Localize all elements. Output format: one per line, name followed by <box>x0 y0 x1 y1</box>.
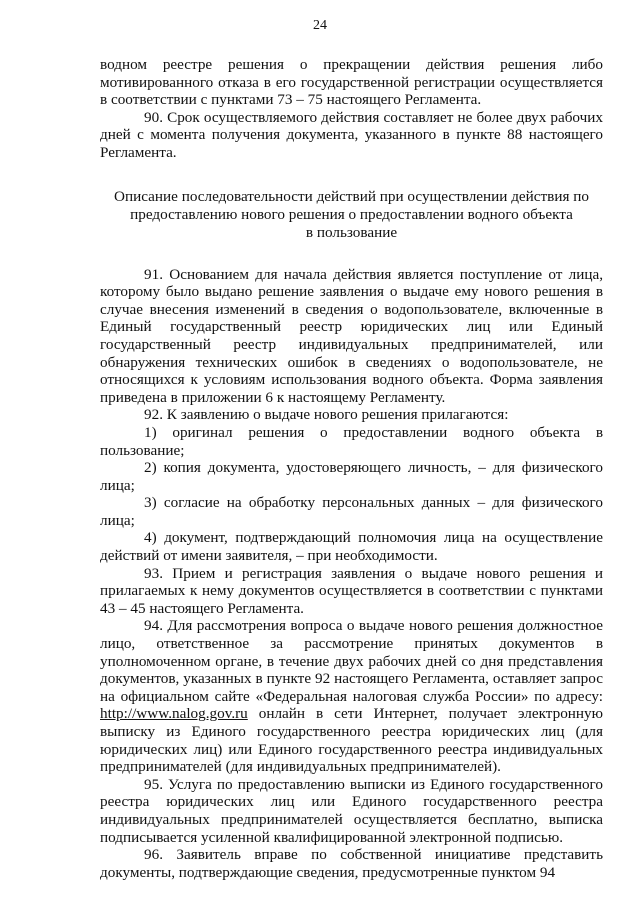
nalog-link[interactable]: http://www.nalog.gov.ru <box>100 705 248 723</box>
paragraph-94-text-after: онлайн в сети Интернет, получает электронную выписку из Единого государственного реестра юридических лиц (для юридических лиц) или Единого государственного реестра индивидуальных предпринимателей (для индивидуальных предпринимателей). <box>100 705 603 776</box>
paragraph-91: 91. Основанием для начала действия является поступление от лица, которому было выдано решение заявления о выдаче ему нового решения в случае внесения изменений в сведения о водопользователе, включенные в Единый государственный реестр юридических лиц или Единый государственный реестр индивидуальных предпринимателей, или обнаружения технических ошибок в сведениях о водопользователе, не относящихся к условиям использования водного объекта. Форма заявления приведена в приложении 6 к настоящему Регламенту. <box>100 265 603 406</box>
section-heading-line-2: предоставлению нового решения о предоставлении водного объекта <box>130 205 573 223</box>
paragraph-continuation: водном реестре решения о прекращении действия решения либо мотивированного отказа в его государственной регистрации осуществляется в соответствии с пунктами 73 – 75 настоящего Регламента. <box>100 56 603 109</box>
paragraph-96: 96. Заявитель вправе по собственной инициативе представить документы, подтверждающие сведения, предусмотренные пунктом 94 <box>100 846 603 881</box>
paragraph-94-text-before: 94. Для рассмотрения вопроса о выдаче нового решения должностное лицо, ответственное за рассмотрение принятых документов в уполномоченном органе, в течение двух рабочих дней со дня представления документов, указанных в пункте 92 настоящего Регламента, оставляет запрос на официальном сайте «Федеральная налоговая служба России» по адресу: <box>100 617 603 705</box>
section-heading-line-1: Описание последовательности действий при осуществлении действия по <box>114 187 589 205</box>
document-body <box>100 56 603 881</box>
paragraph-93: 93. Прием и регистрация заявления о выдаче нового решения и прилагаемых к нему документов осуществляется в соответствии с пунктами 43 – 45 настоящего Регламента. <box>100 564 603 617</box>
page-number: 24 <box>313 18 327 33</box>
section-heading-line-3: в пользование <box>305 223 398 241</box>
paragraph-95: 95. Услуга по предоставлению выписки из Единого государственного реестра юридических лиц или Единого государственного реестра индивидуальных предпринимателей осуществляется бесплатно, выписка подписывается усиленной квалифицированной электронной подписью. <box>100 775 603 846</box>
list-item-4: 4) документ, подтверждающий полномочия лица на осуществление действий от имени заявителя, – при необходимости. <box>100 529 603 565</box>
paragraph-94 <box>100 617 603 775</box>
paragraph-92: 92. К заявлению о выдаче нового решения прилагаются: <box>144 406 509 424</box>
list-item-2: 2) копия документа, удостоверяющего личность, – для физического лица; <box>100 459 603 494</box>
paragraph-90: 90. Срок осуществляемого действия составляет не более двух рабочих дней с момента получения документа, указанного в пункте 88 настоящего Регламента. <box>100 108 603 161</box>
section-heading <box>106 188 597 242</box>
list-item-3: 3) согласие на обработку персональных данных – для физического лица; <box>100 494 603 529</box>
list-item-1: 1) оригинал решения о предоставлении водного объекта в пользование; <box>100 423 603 459</box>
